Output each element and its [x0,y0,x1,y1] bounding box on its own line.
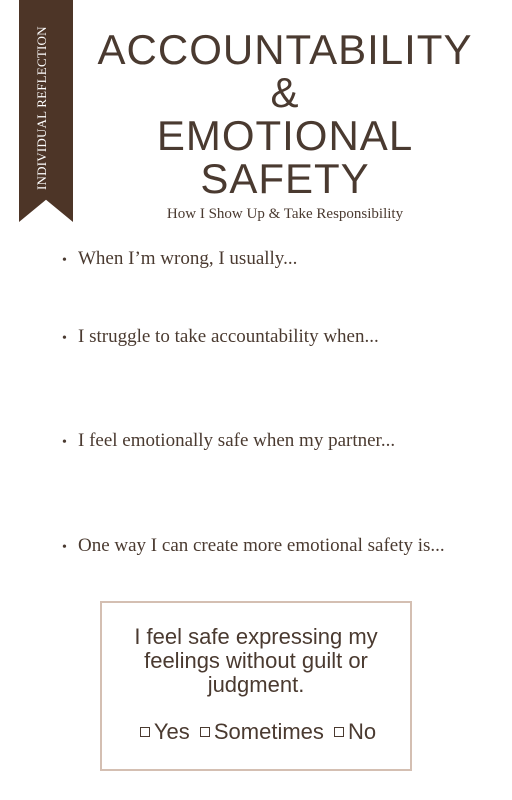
prompt-text: I struggle to take accountability when... [78,326,379,347]
bullet-icon: • [62,331,67,346]
checkbox-yes[interactable] [140,727,150,737]
bullet-icon: • [62,540,67,555]
title-line-2: & [270,69,300,116]
title-line-1: ACCOUNTABILITY [97,26,473,73]
option-sometimes-label: Sometimes [213,719,324,744]
bullet-icon: • [62,253,67,268]
statement-text: I feel safe expressing my feelings without guilt or judgment. [134,624,378,697]
checkbox-sometimes[interactable] [200,727,210,737]
prompt-item [62,326,492,348]
option-no-label: No [348,719,377,744]
prompt-item [62,535,492,557]
checkbox-no[interactable] [334,727,344,737]
option-yes-label: Yes [153,719,190,744]
subtitle: How I Show Up & Take Responsibility [166,206,404,222]
statement-options [102,719,410,745]
prompt-text: When I’m wrong, I usually... [78,248,298,269]
title-line-4: SAFETY [200,155,370,202]
page-title [80,28,490,200]
prompt-text: I feel emotionally safe when my partner... [78,430,396,451]
statement-box [100,601,412,771]
prompt-item [62,430,492,452]
prompt-item [62,248,492,270]
prompt-text: One way I can create more emotional safety is... [78,535,445,556]
bullet-icon: • [62,435,67,450]
title-line-3: EMOTIONAL [156,112,414,159]
ribbon-label: INDIVIDUAL REFLECTION [34,26,49,190]
